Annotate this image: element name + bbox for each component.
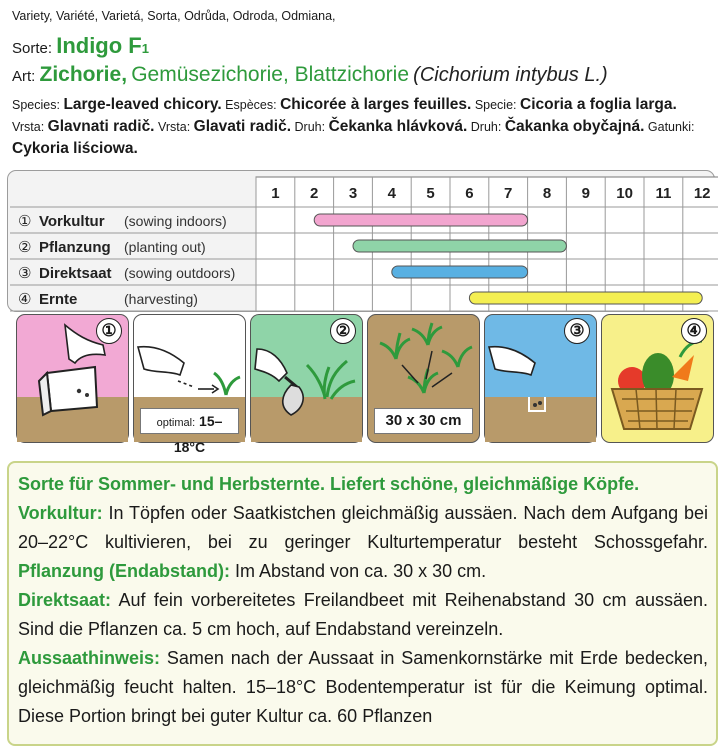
month-label: 4 <box>387 185 396 202</box>
step-number-badge: ④ <box>681 318 707 344</box>
species-entry: Espèces: Chicorée à larges feuilles. <box>225 96 472 113</box>
row-note: (planting out) <box>124 239 206 255</box>
species-entry: Vrsta: Glavati radič. <box>157 118 292 135</box>
intro-text: Sorte für Sommer- und Herbsternte. Liefert schöne, gleichmäßige Köpfe. <box>18 474 640 494</box>
art-label: Art: <box>12 68 36 85</box>
row-label: Direktsaat <box>39 265 112 282</box>
variety-name-subscript: 1 <box>141 41 149 56</box>
row-label: Ernte <box>39 291 78 308</box>
month-label: 9 <box>581 185 590 202</box>
vorkultur-paragraph: Vorkultur: In Töpfen oder Saatkistchen gleichmäßig aussäen. Nach dem Aufgang bei 20–22°C kultivieren, bei zu geringer Kulturtemperatur besteht Schossgefahr. Pflanzung (Endabstand): Im Abstand von ca. 30 x 30 cm. <box>18 503 708 581</box>
species-entry: Gatunki: Cykoria liściowa. <box>12 120 695 157</box>
cultivation-instructions <box>7 461 718 746</box>
row-number: ④ <box>18 290 32 308</box>
art-main-name: Zichorie, <box>39 63 128 86</box>
sorte-label: Sorte: <box>12 40 53 57</box>
species-translations <box>12 94 712 160</box>
step-number-badge: ③ <box>564 318 590 344</box>
direktsaat-paragraph: Direktsaat: Auf fein vorbereitetes Freilandbeet mit Reihenabstand 30 cm aussäen. Sind die Pflanzen ca. 5 cm hoch, auf Endabstand vereinzeln. <box>18 590 709 639</box>
variety-name-line <box>12 33 149 59</box>
species-entry: Druh: Čakanka obyčajná. <box>470 118 645 135</box>
month-label: 3 <box>348 185 358 202</box>
optimal-temperature-label: optimal: 15–18°C <box>140 408 239 434</box>
row-label: Vorkultur <box>39 213 105 230</box>
row-label: Pflanzung <box>39 239 111 256</box>
row-number: ② <box>18 238 32 256</box>
panel-germination-temperature <box>133 314 246 455</box>
step-number-badge: ① <box>96 318 122 344</box>
panel-harvesting <box>601 314 714 443</box>
species-entry: Druh: Čekanka hlávková. <box>294 118 468 135</box>
panel-sowing-indoors <box>16 314 129 443</box>
month-label: 11 <box>655 185 672 202</box>
species-name-line <box>12 63 608 87</box>
month-label: 1 <box>271 185 280 202</box>
art-alt-names: Gemüsezichorie, Blattzichorie <box>131 63 409 86</box>
species-entry: Vrsta: Glavnati radič. <box>12 118 155 135</box>
timeline-bar <box>469 292 702 304</box>
row-note: (sowing outdoors) <box>124 265 236 281</box>
sowing-calendar <box>7 170 715 312</box>
variety-name: Indigo F1 <box>56 33 149 58</box>
calendar-grid <box>8 171 714 311</box>
timeline-bar <box>314 214 527 226</box>
aussaathinweis-paragraph: Aussaathinweis: Samen nach der Aussaat in Samenkornstärke mit Erde bedecken, gleichmäßig feucht halten. 15–18°C Bodentemperatur ist für die Keimung optimal. Diese Portion bringt bei guter Kultur ca. 60 Pflanzen <box>18 648 708 726</box>
month-label: 8 <box>542 185 552 202</box>
month-label: 7 <box>504 185 513 202</box>
month-label: 5 <box>426 185 435 202</box>
month-label: 10 <box>616 185 633 202</box>
row-note: (harvesting) <box>124 291 198 307</box>
row-number: ① <box>18 212 32 230</box>
step-number-badge: ② <box>330 318 356 344</box>
species-entry: Specie: Cicoria a foglia larga. <box>474 96 677 113</box>
variety-languages-line: Variety, Variété, Varietá, Sorta, Odrůda, Odroda, Odmiana, <box>12 9 336 23</box>
month-label: 2 <box>310 185 319 202</box>
panel-planting-out <box>250 314 363 443</box>
species-entry: Species: Large-leaved chicory. <box>12 96 222 113</box>
month-label: 12 <box>693 185 711 202</box>
timeline-bar <box>392 266 528 278</box>
latin-name: (Cichorium intybus L.) <box>413 64 608 86</box>
spacing-label: 30 x 30 cm <box>374 408 473 434</box>
month-label: 6 <box>465 185 474 202</box>
row-number: ③ <box>18 264 32 282</box>
timeline-bar <box>353 240 566 252</box>
row-note: (sowing indoors) <box>124 213 227 229</box>
panel-direct-sowing <box>484 314 597 443</box>
panel-plant-spacing <box>367 314 480 443</box>
